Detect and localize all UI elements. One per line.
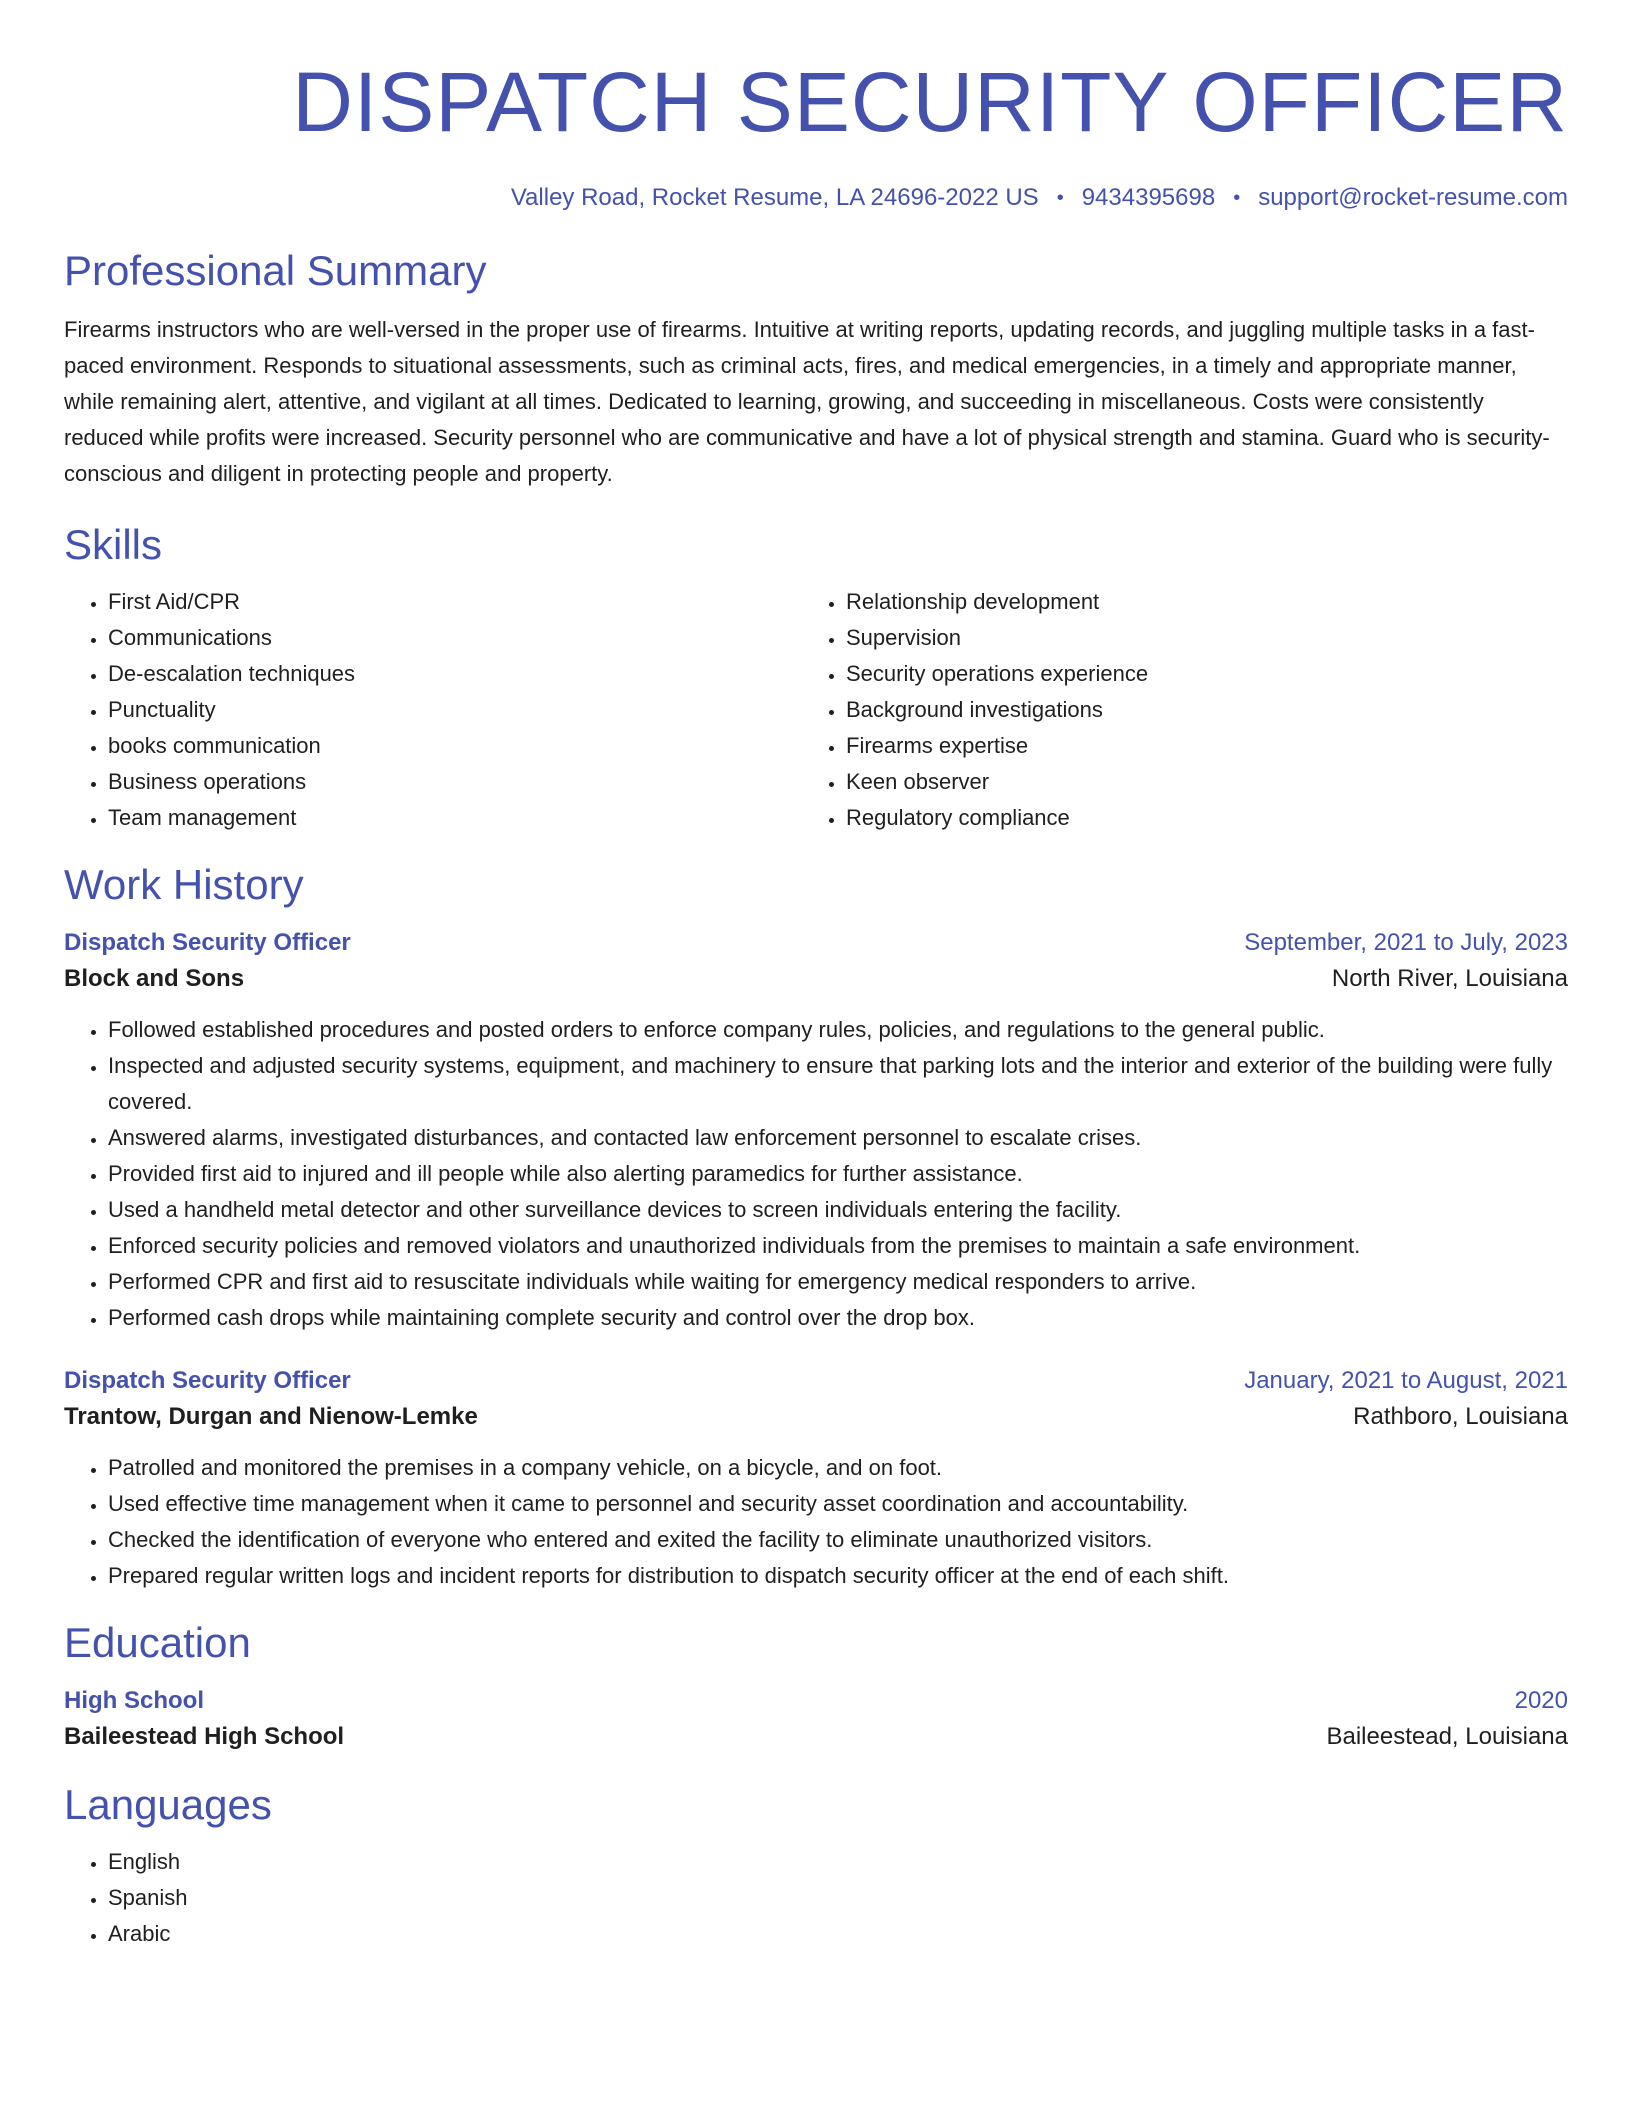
responsibility-item: • Answered alarms, investigated disturbances, and contacted law enforcement personnel to escalate crises.	[108, 1120, 1568, 1156]
responsibility-item: • Patrolled and monitored the premises in a company vehicle, on a bicycle, and on foot.	[108, 1450, 1568, 1486]
candidate-name: DISPATCH SECURITY OFFICER	[292, 55, 1568, 149]
summary-text: Firearms instructors who are well-versed in the proper use of firearms. Intuitive at writing reports, updating records, and juggling multiple tasks in a fast-paced environment. Responds to situational assessments, such as criminal acts, fires, and medical emergencies, in a timely and appropriate manner, while remaining alert, attentive, and vigilant at all times. Dedicated to learning, growing, and succeeding in miscellaneous. Costs were consistently reduced while profits were increased. Security personnel who are communicative and have a lot of physical strength and stamina. Guard who is security-conscious and diligent in protecting people and property.	[64, 317, 1550, 486]
skill-item: • Supervision	[846, 620, 1540, 656]
work-history-section	[64, 858, 1568, 1594]
skill-item: • First Aid/CPR	[108, 584, 802, 620]
job-company: Trantow, Durgan and Nienow-Lemke	[64, 1403, 478, 1430]
contact-separator: •	[1233, 187, 1241, 209]
education-location: Baileestead, Louisiana	[1326, 1723, 1568, 1750]
skills-list-right	[802, 584, 1540, 836]
responsibility-item: • Provided first aid to injured and ill people while also alerting paramedics for further assistance.	[108, 1156, 1568, 1192]
skill-item: • Firearms expertise	[846, 728, 1540, 764]
responsibility-item: • Used effective time management when it came to personnel and security asset coordination and accountability.	[108, 1486, 1568, 1522]
education-header-row	[64, 1684, 1568, 1718]
section-title-education: Education	[64, 1619, 251, 1666]
job-location: Rathboro, Louisiana	[1353, 1403, 1568, 1430]
languages-list	[64, 1844, 1568, 1952]
responsibility-item: • Performed CPR and first aid to resuscitate individuals while waiting for emergency medical responders to arrive.	[108, 1264, 1568, 1300]
job-location: North River, Louisiana	[1331, 965, 1568, 992]
education-year: 2020	[1514, 1687, 1568, 1714]
skill-item: • Regulatory compliance	[846, 800, 1540, 836]
skills-list-left	[64, 584, 802, 836]
contact-separator: •	[1056, 187, 1064, 209]
section-title-languages: Languages	[64, 1781, 272, 1828]
education-school: Baileestead High School	[64, 1723, 345, 1750]
job-dates: January, 2021 to August, 2021	[1244, 1367, 1568, 1394]
skill-item: • books communication	[108, 728, 802, 764]
skill-item: • Background investigations	[846, 692, 1540, 728]
responsibility-item: • Used a handheld metal detector and other surveillance devices to screen individuals entering the facility.	[108, 1192, 1568, 1228]
education-school-row	[64, 1718, 1568, 1756]
education-degree: High School	[64, 1687, 204, 1714]
job-header-row	[64, 1364, 1568, 1398]
section-title-skills: Skills	[64, 521, 163, 568]
skills-column-left	[64, 584, 802, 836]
skill-item: • Business operations	[108, 764, 802, 800]
skill-item: • Relationship development	[846, 584, 1540, 620]
responsibility-item: • Checked the identification of everyone who entered and exited the facility to eliminate unauthorized visitors.	[108, 1522, 1568, 1558]
section-title-work-history: Work History	[64, 861, 304, 908]
skill-item: • Keen observer	[846, 764, 1540, 800]
resume-header	[64, 0, 1568, 214]
responsibility-item: • Inspected and adjusted security systems, equipment, and machinery to ensure that parking lots and the interior and exterior of the building were fully covered.	[108, 1048, 1568, 1120]
job-title: Dispatch Security Officer	[64, 1367, 351, 1394]
responsibility-item: • Enforced security policies and removed violators and unauthorized individuals from the premises to maintain a safe environment.	[108, 1228, 1568, 1264]
contact-email[interactable]: support@rocket-resume.com	[1258, 184, 1568, 211]
contact-address: Valley Road, Rocket Resume, LA 24696-2022 US	[510, 184, 1039, 211]
summary-section	[64, 244, 1568, 492]
job-title: Dispatch Security Officer	[64, 929, 351, 956]
language-item: • English	[108, 1844, 1568, 1880]
responsibility-item: • Performed cash drops while maintaining complete security and control over the drop box.	[108, 1300, 1568, 1336]
responsibility-item: • Prepared regular written logs and incident reports for distribution to dispatch security officer at the end of each shift.	[108, 1558, 1568, 1594]
skill-item: • Communications	[108, 620, 802, 656]
language-item: • Spanish	[108, 1880, 1568, 1916]
skill-item: • Punctuality	[108, 692, 802, 728]
job-dates: September, 2021 to July, 2023	[1244, 929, 1568, 956]
skill-item: • Team management	[108, 800, 802, 836]
job-entry	[64, 926, 1568, 1336]
skill-item: • Security operations experience	[846, 656, 1540, 692]
section-title-summary: Professional Summary	[64, 247, 487, 294]
languages-section	[64, 1778, 1568, 1952]
skills-column-right	[802, 584, 1540, 836]
contact-line	[64, 182, 1568, 214]
job-header-row	[64, 926, 1568, 960]
skill-item: • De-escalation techniques	[108, 656, 802, 692]
job-company-row	[64, 1398, 1568, 1436]
job-entry	[64, 1364, 1568, 1594]
education-entry	[64, 1684, 1568, 1756]
job-company-row	[64, 960, 1568, 998]
skills-section	[64, 518, 1568, 836]
language-item: • Arabic	[108, 1916, 1568, 1952]
job-company: Block and Sons	[64, 965, 245, 992]
skills-grid	[64, 584, 1568, 836]
contact-phone: 9434395698	[1081, 184, 1216, 211]
responsibility-item: • Followed established procedures and posted orders to enforce company rules, policies, and regulations to the general public.	[108, 1012, 1568, 1048]
job-responsibilities	[64, 1450, 1568, 1594]
education-section	[64, 1616, 1568, 1756]
job-responsibilities	[64, 1012, 1568, 1336]
